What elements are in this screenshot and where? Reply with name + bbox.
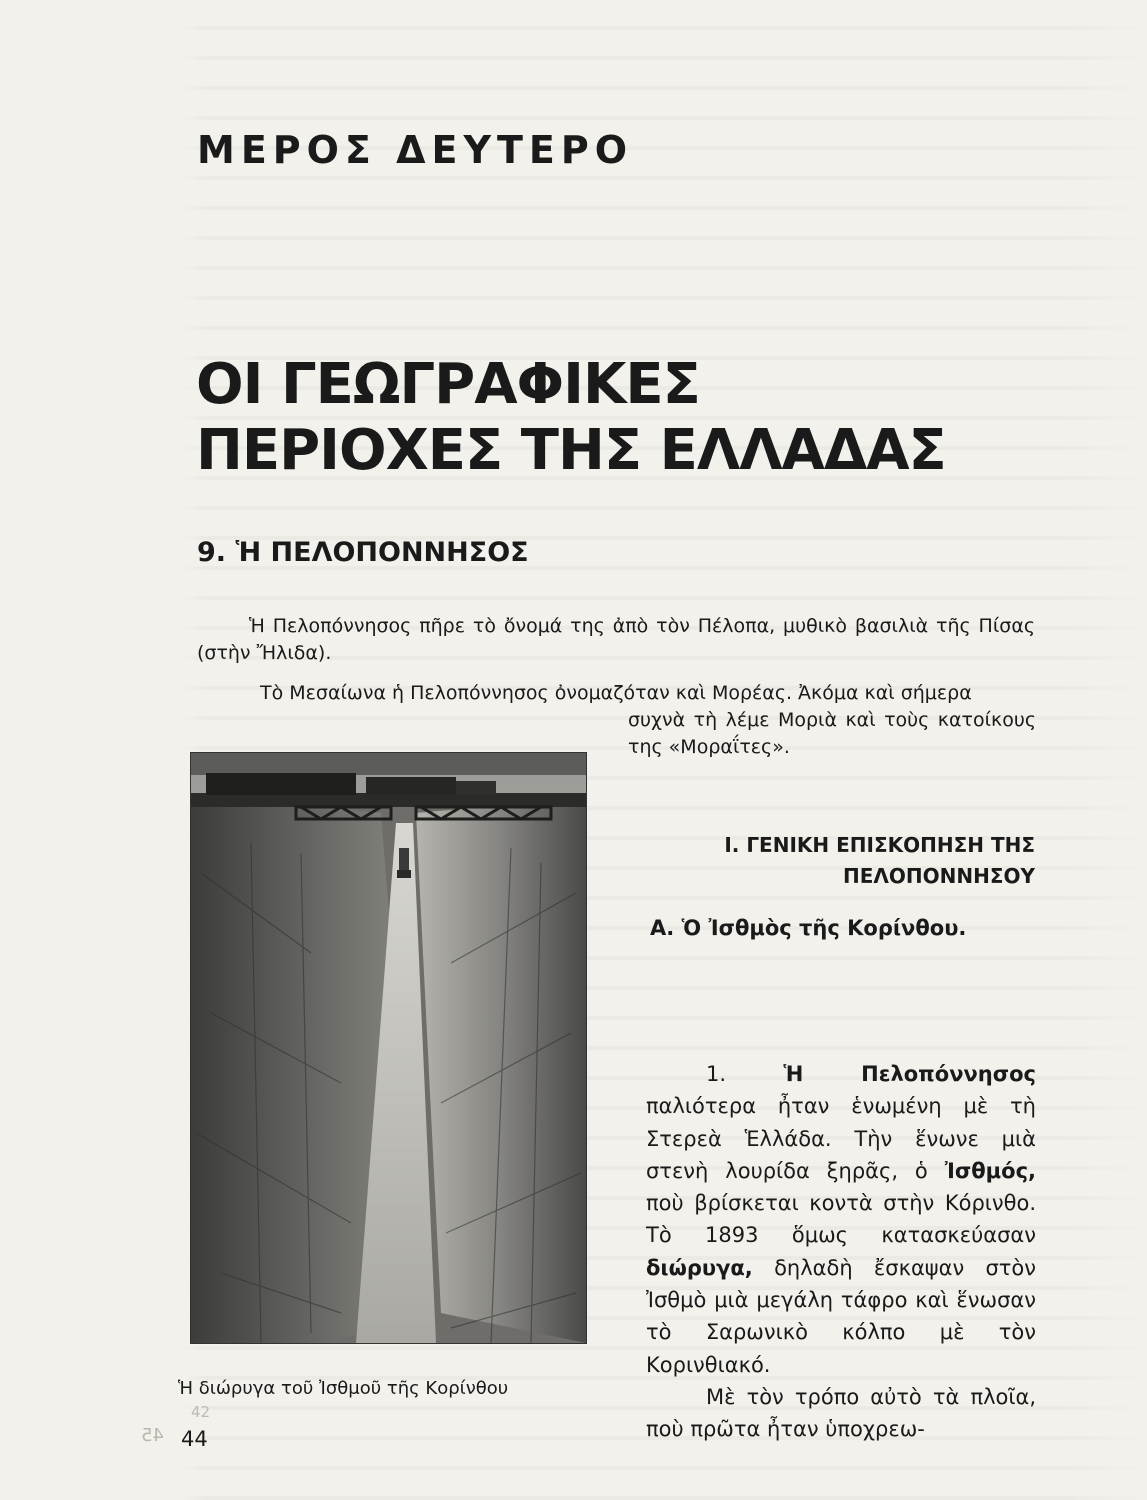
intro-paragraph-1: Ἡ Πελοπόννησος πῆρε τὸ ὄνομά της ἀπὸ τὸν Πέλοπα, μυθικὸ βασιλιὰ τῆς Πίσας (στὴν Ἤλιδα). xyxy=(197,615,1035,664)
body-text-3: δηλαδὴ ἔσκαψαν στὸν Ἰσθμὸ μιὰ μεγάλη τάφρο καὶ ἕνωσαν τὸ Σαρωνικὸ κόλπο μὲ τὸν Κορινθιακό. xyxy=(646,1255,1036,1377)
section-title: 9. Ἡ ΠΕΛΟΠΟΝΝΗΣΟΣ xyxy=(197,537,529,568)
chapter-title-line2: ΠΕΡΙΟΧΕΣ ΤΗΣ ΕΛΛΑΔΑΣ xyxy=(196,418,946,483)
page-number: 44 xyxy=(181,1427,208,1451)
body-text-column xyxy=(646,1058,1036,1446)
show-through-number-faint: 42 xyxy=(191,1403,211,1421)
part-title: ΜΕΡΟΣ ΔΕΥΤΕΡΟ xyxy=(197,128,634,172)
paragraph-number: 1. xyxy=(706,1062,727,1086)
subsection-heading xyxy=(640,830,1035,892)
show-through-number-mirrored: 45 xyxy=(141,1425,164,1446)
subsection-heading-line2: ΠΕΛΟΠΟΝΝΗΣΟΥ xyxy=(843,864,1035,888)
intro-paragraph-2-rest: συχνὰ τὴ λέμε Μοριὰ καὶ τοὺς κατοίκους της «Μοραΐτες». xyxy=(628,709,1036,758)
subsection-heading-line1: Ι. ΓΕΝΙΚΗ ΕΠΙΣΚΟΠΗΣΗ ΤΗΣ xyxy=(724,833,1035,857)
bold-term-canal: διώρυγα, xyxy=(646,1255,753,1280)
bold-term-isthmus: Ἰσθμός, xyxy=(944,1158,1036,1183)
intro-paragraph-2-line1: Τὸ Μεσαίωνα ἡ Πελοπόννησος ὀνομαζόταν καὶ Μορέας. Ἀκόμα καὶ σήμερα xyxy=(260,682,972,704)
body-text-2: ποὺ βρίσκεται κοντὰ στὴν Κόρινθο. Τὸ 1893 ὅμως κατασκεύασαν xyxy=(646,1191,1036,1248)
body-paragraph-1 xyxy=(646,1058,1036,1381)
chapter-title xyxy=(196,352,946,484)
corinth-canal-photo xyxy=(190,752,587,1344)
body-text-1: παλιότερα ἦταν ἑνωμένη μὲ τὴ Στερεὰ Ἑλλάδα. Τὴν ἕνωνε μιὰ στενὴ λουρίδα ξηρᾶς, ὁ xyxy=(646,1094,1036,1183)
photo-caption: Ἡ διώρυγα τοῦ Ἰσθμοῦ τῆς Κορίνθου xyxy=(178,1378,509,1399)
subsection-subheading: Α. Ὁ Ἰσθμὸς τῆς Κορίνθου. xyxy=(650,916,967,940)
body-paragraph-2: Μὲ τὸν τρόπο αὐτὸ τὰ πλοῖα, ποὺ πρῶτα ἦταν ὑποχρεω- xyxy=(646,1384,1036,1442)
chapter-title-line1: ΟΙ ΓΕΩΓΡΑΦΙΚΕΣ xyxy=(196,352,700,417)
bold-term-peloponnese: Ἡ Πελοπόννησος xyxy=(783,1062,1036,1086)
